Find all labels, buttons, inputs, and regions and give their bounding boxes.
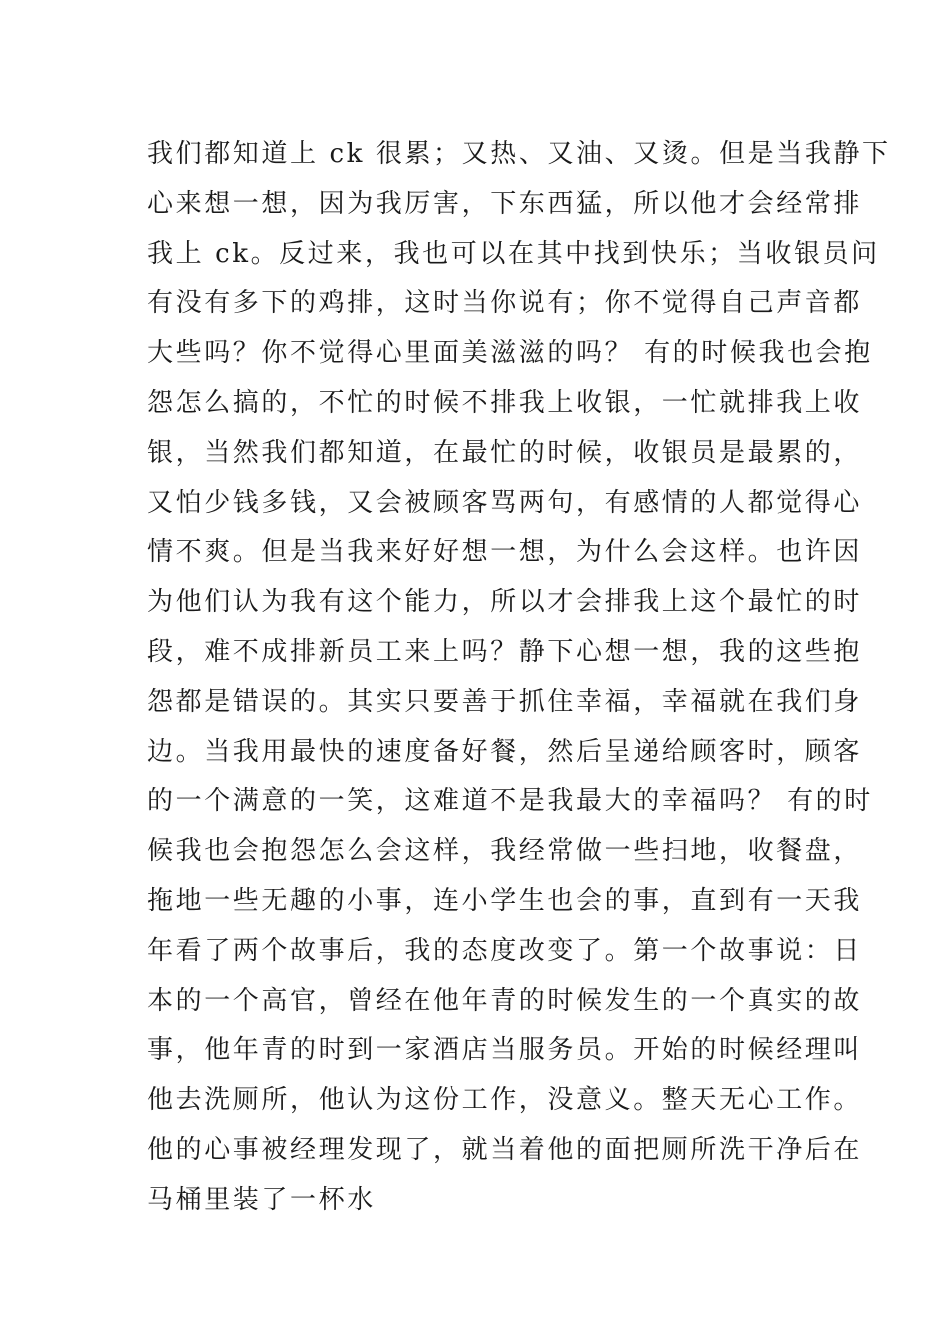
text-line: 有没有多下的鸡排，这时当你说有；你不觉得自己声音都	[147, 288, 863, 319]
text-line: 的一个满意的一笑，这难道不是我最大的幸福吗？ 有的时	[147, 786, 873, 817]
text-line: 拖地一些无趣的小事，连小学生也会的事，直到有一天我	[147, 885, 863, 916]
text-line: 情不爽。但是当我来好好想一想，为什么会这样。也许因	[147, 537, 863, 568]
text-line: 我上 ck。反过来，我也可以在其中找到快乐；当收银员问	[147, 238, 880, 269]
text-line: 年看了两个故事后，我的态度改变了。第一个故事说：日	[147, 935, 863, 966]
text-line: 银，当然我们都知道，在最忙的时候，收银员是最累的，	[147, 437, 863, 468]
text-line: 他的心事被经理发现了，就当着他的面把厕所洗干净后在	[147, 1134, 863, 1165]
text-line: 心来想一想，因为我厉害，下东西猛，所以他才会经常排	[147, 188, 863, 219]
text-line: 为他们认为我有这个能力，所以才会排我上这个最忙的时	[147, 587, 863, 618]
text-line: 怨都是错误的。其实只要善于抓住幸福，幸福就在我们身	[147, 686, 863, 717]
text-line: 马桶里装了一杯水	[147, 1184, 376, 1215]
text-line: 大些吗？你不觉得心里面美滋滋的吗？ 有的时候我也会抱	[147, 338, 873, 369]
text-line: 怨怎么搞的，不忙的时候不排我上收银，一忙就排我上收	[147, 387, 863, 418]
body-text	[147, 130, 891, 1226]
text-line: 候我也会抱怨怎么会这样，我经常做一些扫地，收餐盘，	[147, 836, 863, 867]
text-line: 事，他年青的时到一家酒店当服务员。开始的时候经理叫	[147, 1035, 863, 1066]
text-line: 段，难不成排新员工来上吗？静下心想一想，我的这些抱	[147, 636, 863, 667]
text-line: 又怕少钱多钱，又会被顾客骂两句，有感情的人都觉得心	[147, 487, 863, 518]
text-line: 边。当我用最快的速度备好餐，然后呈递给顾客时，顾客	[147, 736, 863, 767]
text-line: 我们都知道上 ck 很累；又热、又油、又烫。但是当我静下	[147, 139, 891, 169]
text-line: 本的一个高官，曾经在他年青的时候发生的一个真实的故	[147, 985, 863, 1016]
text-line: 他去洗厕所，他认为这份工作，没意义。整天无心工作。	[147, 1085, 863, 1116]
